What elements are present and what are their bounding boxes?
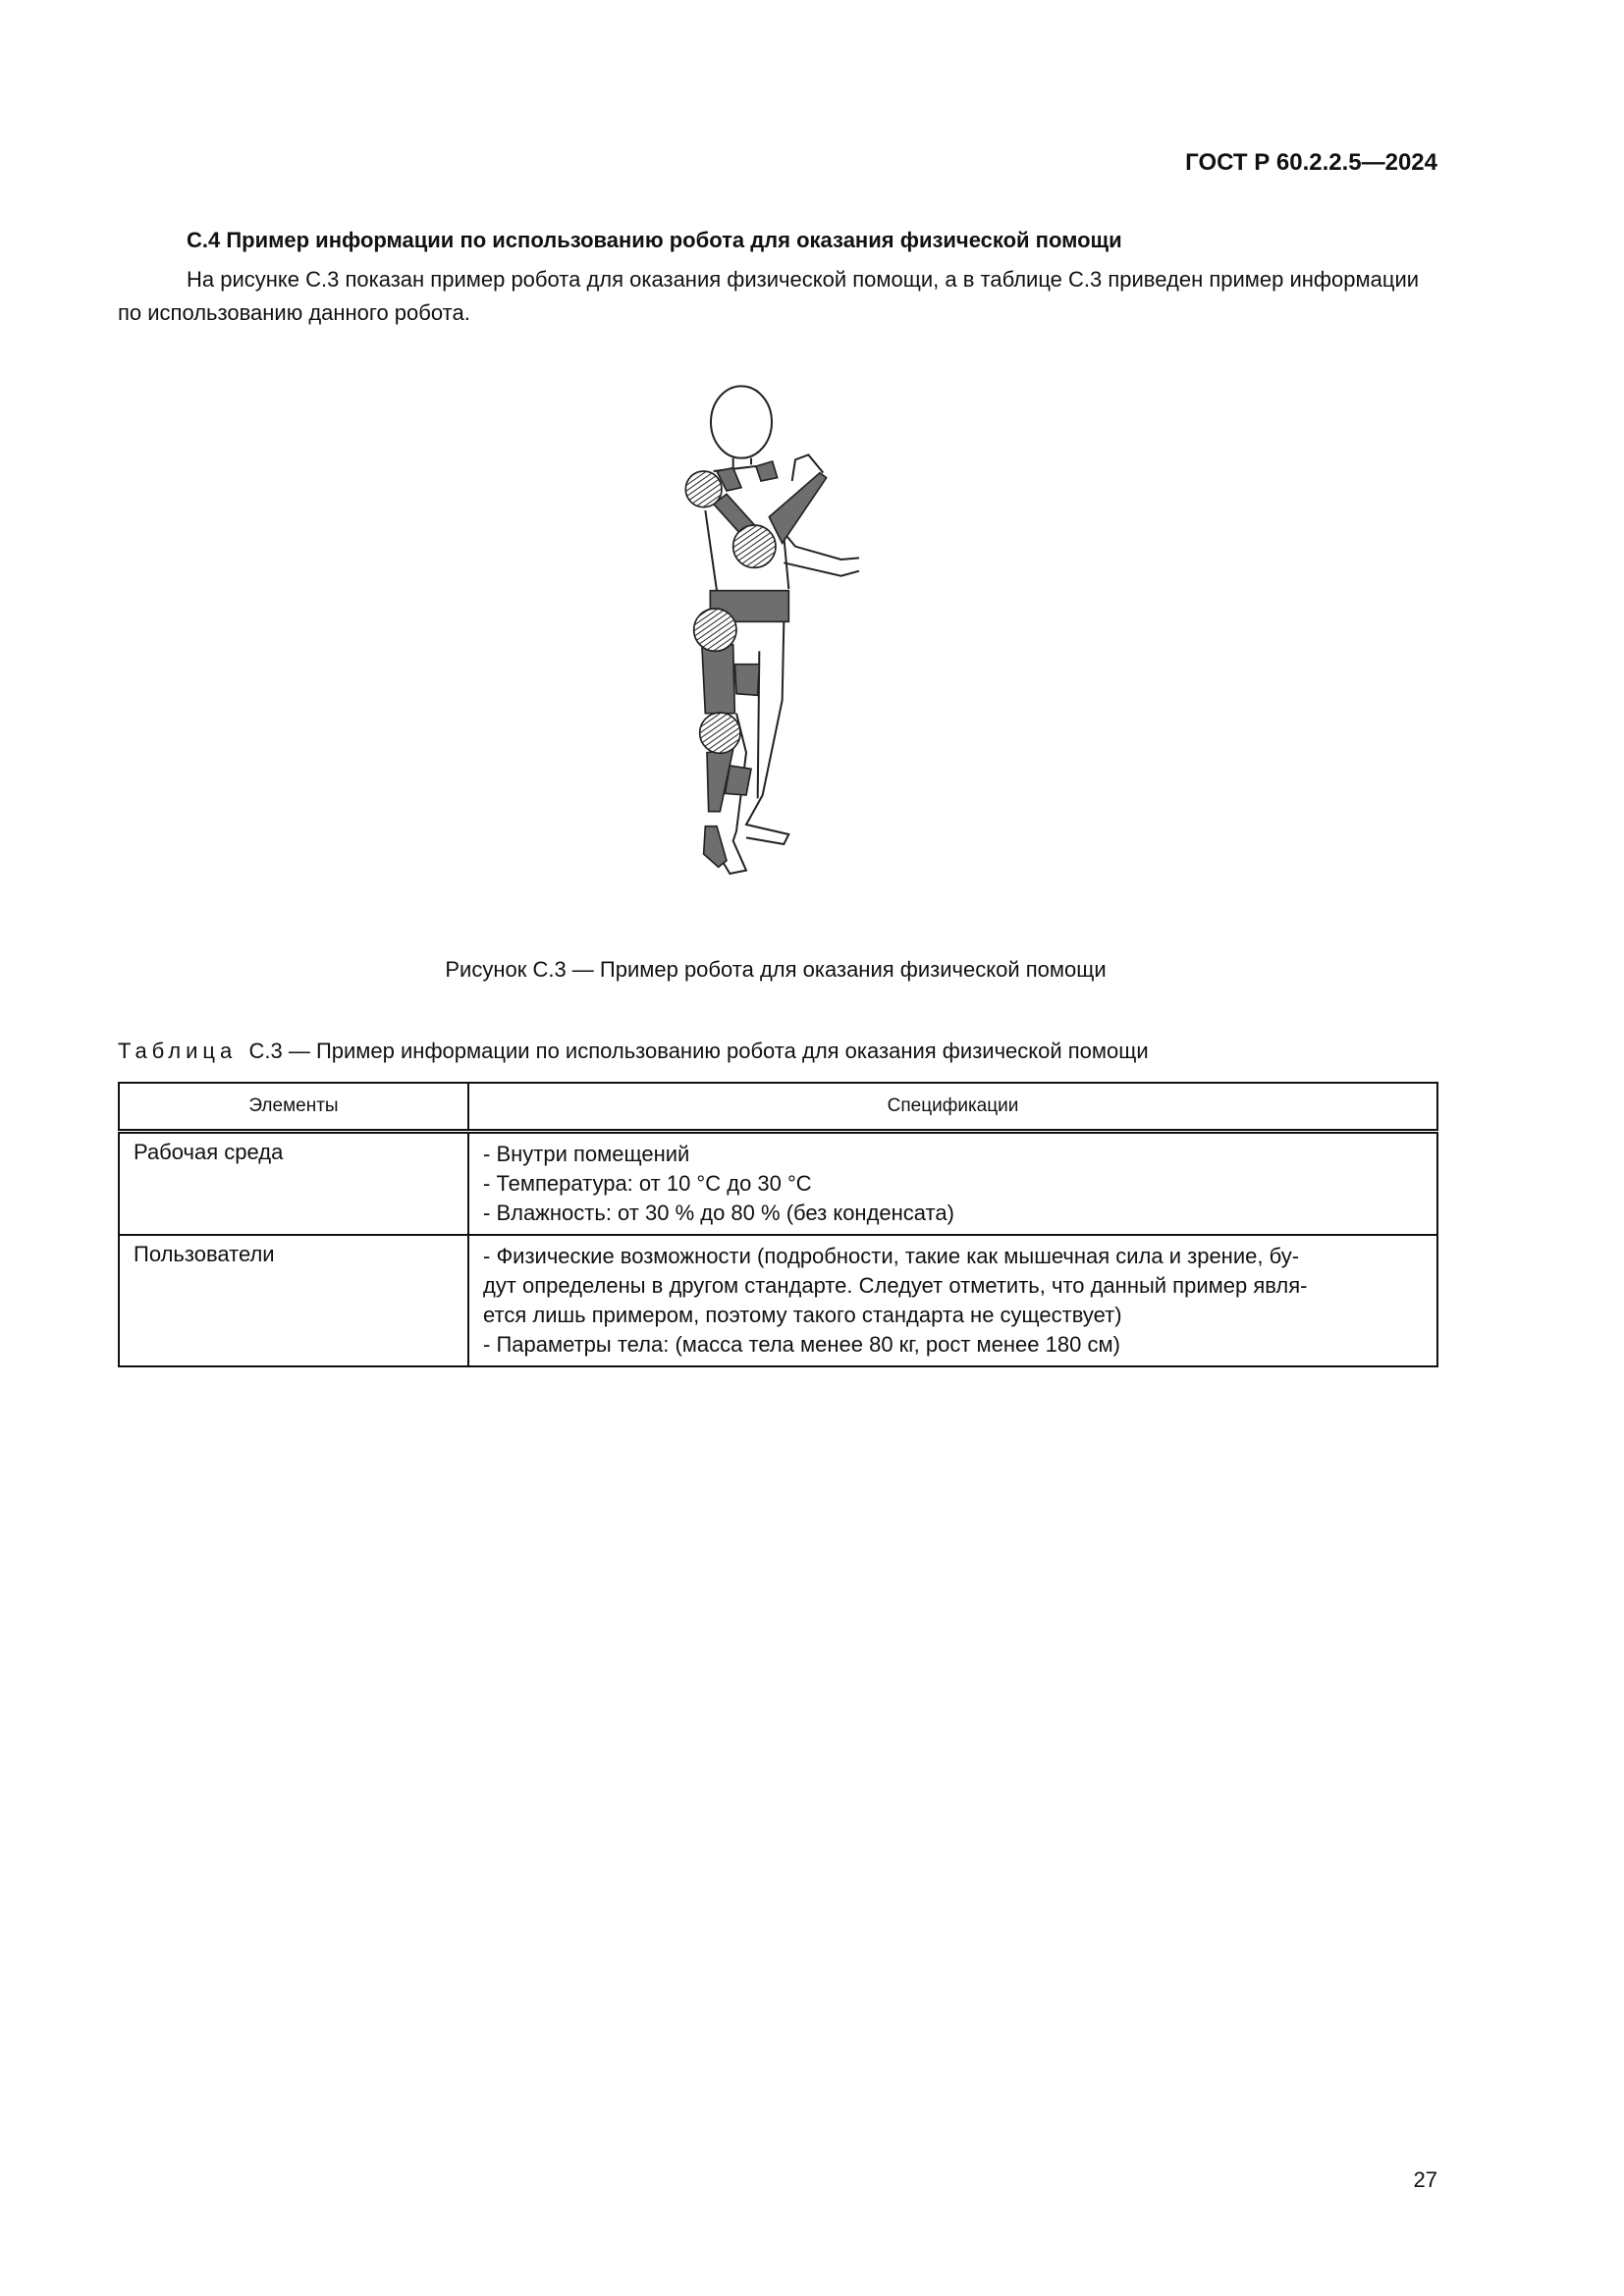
section-paragraph: На рисунке С.3 показан пример робота для оказания физической помощи, а в таблице С.3 приведен пример информации по использованию данного робота. (118, 267, 1420, 325)
figure-caption: Рисунок С.3 — Пример робота для оказания физической помощи (445, 957, 1107, 982)
spec-line: - Влажность: от 30 % до 80 % (без конденсата) (483, 1201, 954, 1225)
page-number: 27 (1413, 2167, 1437, 2192)
table-row (119, 1235, 1437, 1366)
element-cell: Рабочая среда (119, 1132, 468, 1236)
spec-line: - Параметры тела: (масса тела менее 80 кг, рост менее 180 см) (483, 1332, 1120, 1357)
table-header-row (119, 1083, 1437, 1132)
exoskeleton-parts (702, 461, 827, 867)
specs-cell (468, 1235, 1437, 1366)
robot-figure (638, 373, 933, 923)
spec-line: ется лишь примером, поэтому такого стандарта не существует) (483, 1303, 1122, 1327)
table-row (119, 1132, 1437, 1236)
header-elements: Элементы (119, 1083, 468, 1132)
header-specs: Спецификации (468, 1083, 1437, 1132)
spec-line: дут определены в другом стандарте. Следует отметить, что данный пример явля- (483, 1273, 1308, 1298)
table-caption-label: Таблица (118, 1039, 238, 1063)
document-id: ГОСТ Р 60.2.2.5—2024 (1185, 149, 1437, 176)
element-cell: Пользователи (119, 1235, 468, 1366)
specs-cell (468, 1132, 1437, 1236)
section-heading: С.4 Пример информации по использованию робота для оказания физической помощи (187, 228, 1122, 252)
spec-line: - Физические возможности (подробности, такие как мышечная сила и зрение, бу- (483, 1244, 1300, 1268)
spec-line: - Температура: от 10 °С до 30 °С (483, 1171, 812, 1196)
usage-info-table (118, 1082, 1438, 1367)
spec-line: - Внутри помещений (483, 1142, 690, 1166)
table-caption-text: С.3 — Пример информации по использованию робота для оказания физической помощи (248, 1039, 1149, 1063)
table-caption (118, 1039, 1149, 1064)
